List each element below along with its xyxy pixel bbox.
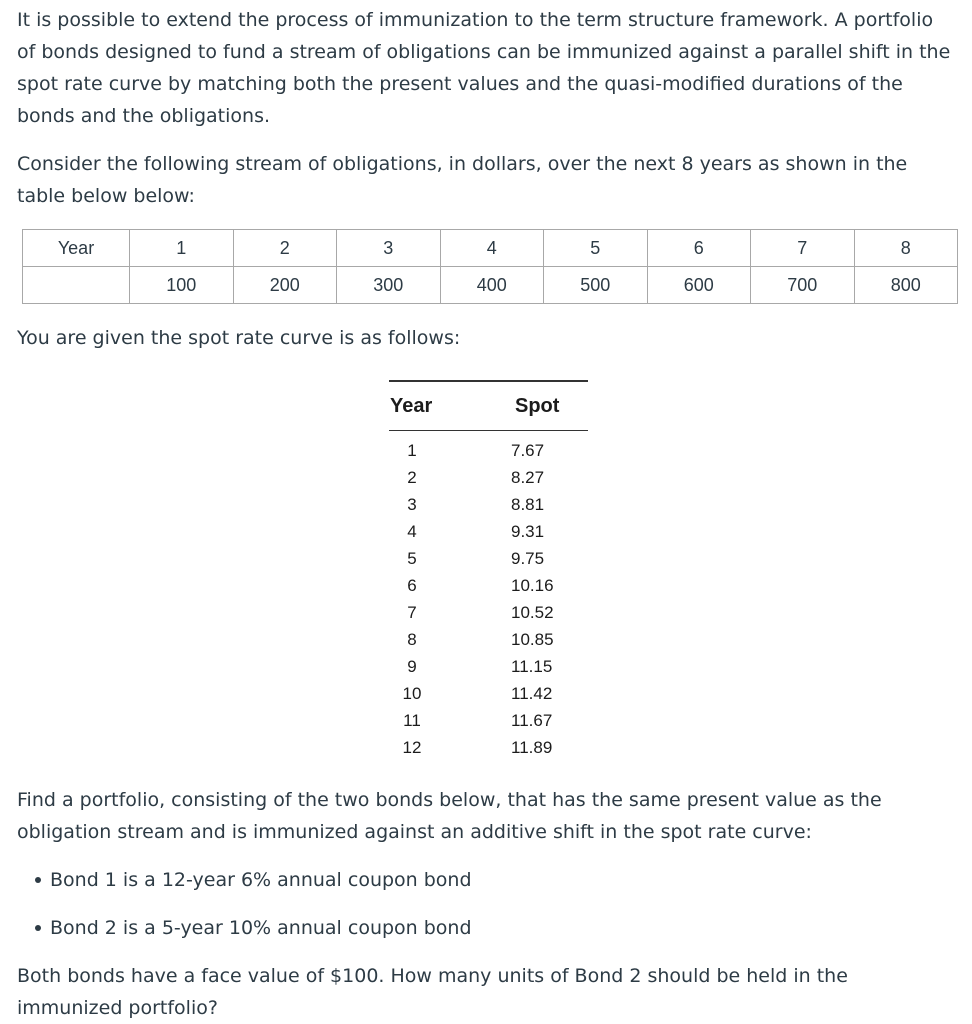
spot-table-row <box>389 653 588 680</box>
spot-rate-cell: 8.81 <box>511 494 545 514</box>
spot-table-row <box>389 680 588 707</box>
spot-intro-paragraph: You are given the spot rate curve is as follows: <box>17 327 461 349</box>
spot-year-cell: 5 <box>407 548 417 568</box>
spot-year-cell: 12 <box>402 737 422 757</box>
spot-year-cell: 7 <box>407 602 417 622</box>
obligation-year-cell: 3 <box>337 230 441 267</box>
spot-year-cell: 3 <box>407 494 417 514</box>
spot-rate-table <box>389 380 588 761</box>
spot-rate-cell: 7.67 <box>511 440 545 460</box>
obligation-year-cell: 8 <box>854 230 958 267</box>
spot-table-header <box>389 382 588 430</box>
spot-table-row <box>389 518 588 545</box>
obligations-amount-row <box>23 267 958 304</box>
obligation-year-cell: 5 <box>544 230 648 267</box>
obligations-table <box>22 229 958 304</box>
spot-year-cell: 9 <box>407 656 417 676</box>
spot-year-cell: 4 <box>407 521 417 541</box>
obligation-year-cell: 4 <box>440 230 544 267</box>
obligations-intro-paragraph: Consider the following stream of obligations, in dollars, over the next 8 years as shown in the table below below: <box>17 153 908 207</box>
spot-table-row <box>389 437 588 464</box>
spot-year-cell: 10 <box>402 683 422 703</box>
task-paragraph: Find a portfolio, consisting of the two bonds below, that has the same present value as the obligation stream and is immunized against an additive shift in the spot rate curve: <box>17 789 882 843</box>
obligations-year-header: Year <box>23 230 130 267</box>
spot-table-row <box>389 572 588 599</box>
spot-table-body <box>389 431 588 761</box>
spot-table-row <box>389 599 588 626</box>
obligation-year-cell: 2 <box>233 230 337 267</box>
spot-table-row <box>389 464 588 491</box>
obligations-amount-header <box>23 267 130 304</box>
spot-table-row <box>389 545 588 572</box>
spot-rate-header: Spot <box>515 394 560 417</box>
spot-rate-cell: 9.31 <box>511 521 545 541</box>
obligation-amount-cell: 500 <box>544 267 648 304</box>
spot-year-cell: 11 <box>403 710 421 730</box>
obligation-amount-cell: 700 <box>751 267 855 304</box>
bond-list-item: Bond 2 is a 5-year 10% annual coupon bond <box>17 912 472 960</box>
obligations-year-row <box>23 230 958 267</box>
obligation-amount-cell: 100 <box>130 267 234 304</box>
spot-rate-cell: 10.16 <box>511 575 554 595</box>
spot-year-cell: 6 <box>407 575 417 595</box>
obligation-year-cell: 7 <box>751 230 855 267</box>
spot-table-row <box>389 626 588 653</box>
obligation-amount-cell: 800 <box>854 267 958 304</box>
spot-year-cell: 1 <box>407 440 417 460</box>
spot-rate-cell: 10.85 <box>511 629 554 649</box>
spot-year-header: Year <box>390 394 433 417</box>
question-paragraph: Both bonds have a face value of $100. How many units of Bond 2 should be held in the immunized portfolio? <box>17 965 848 1019</box>
spot-rate-cell: 10.52 <box>511 602 554 622</box>
intro-paragraph: It is possible to extend the process of immunization to the term structure framework. A portfolio of bonds designed to fund a stream of obligations can be immunized against a parallel shift in the spot rate curve by matching both the present values and the quasi-modified durations of the bonds and the obligations. <box>17 9 951 127</box>
spot-rate-cell: 11.89 <box>511 737 553 757</box>
spot-year-cell: 8 <box>407 629 417 649</box>
spot-table-row <box>389 707 588 734</box>
obligation-amount-cell: 300 <box>337 267 441 304</box>
obligation-year-cell: 6 <box>647 230 751 267</box>
spot-table-row <box>389 491 588 518</box>
obligation-year-cell: 1 <box>130 230 234 267</box>
spot-year-cell: 2 <box>407 467 417 487</box>
spot-rate-cell: 9.75 <box>511 548 545 568</box>
spot-table-row <box>389 734 588 761</box>
spot-rate-cell: 11.67 <box>511 710 553 730</box>
spot-rate-cell: 11.42 <box>511 683 553 703</box>
obligation-amount-cell: 400 <box>440 267 544 304</box>
bond-list <box>17 864 472 960</box>
bond-list-item: Bond 1 is a 12-year 6% annual coupon bond <box>17 864 472 912</box>
obligation-amount-cell: 200 <box>233 267 337 304</box>
spot-rate-cell: 11.15 <box>511 656 553 676</box>
obligation-amount-cell: 600 <box>647 267 751 304</box>
spot-rate-cell: 8.27 <box>511 467 545 487</box>
